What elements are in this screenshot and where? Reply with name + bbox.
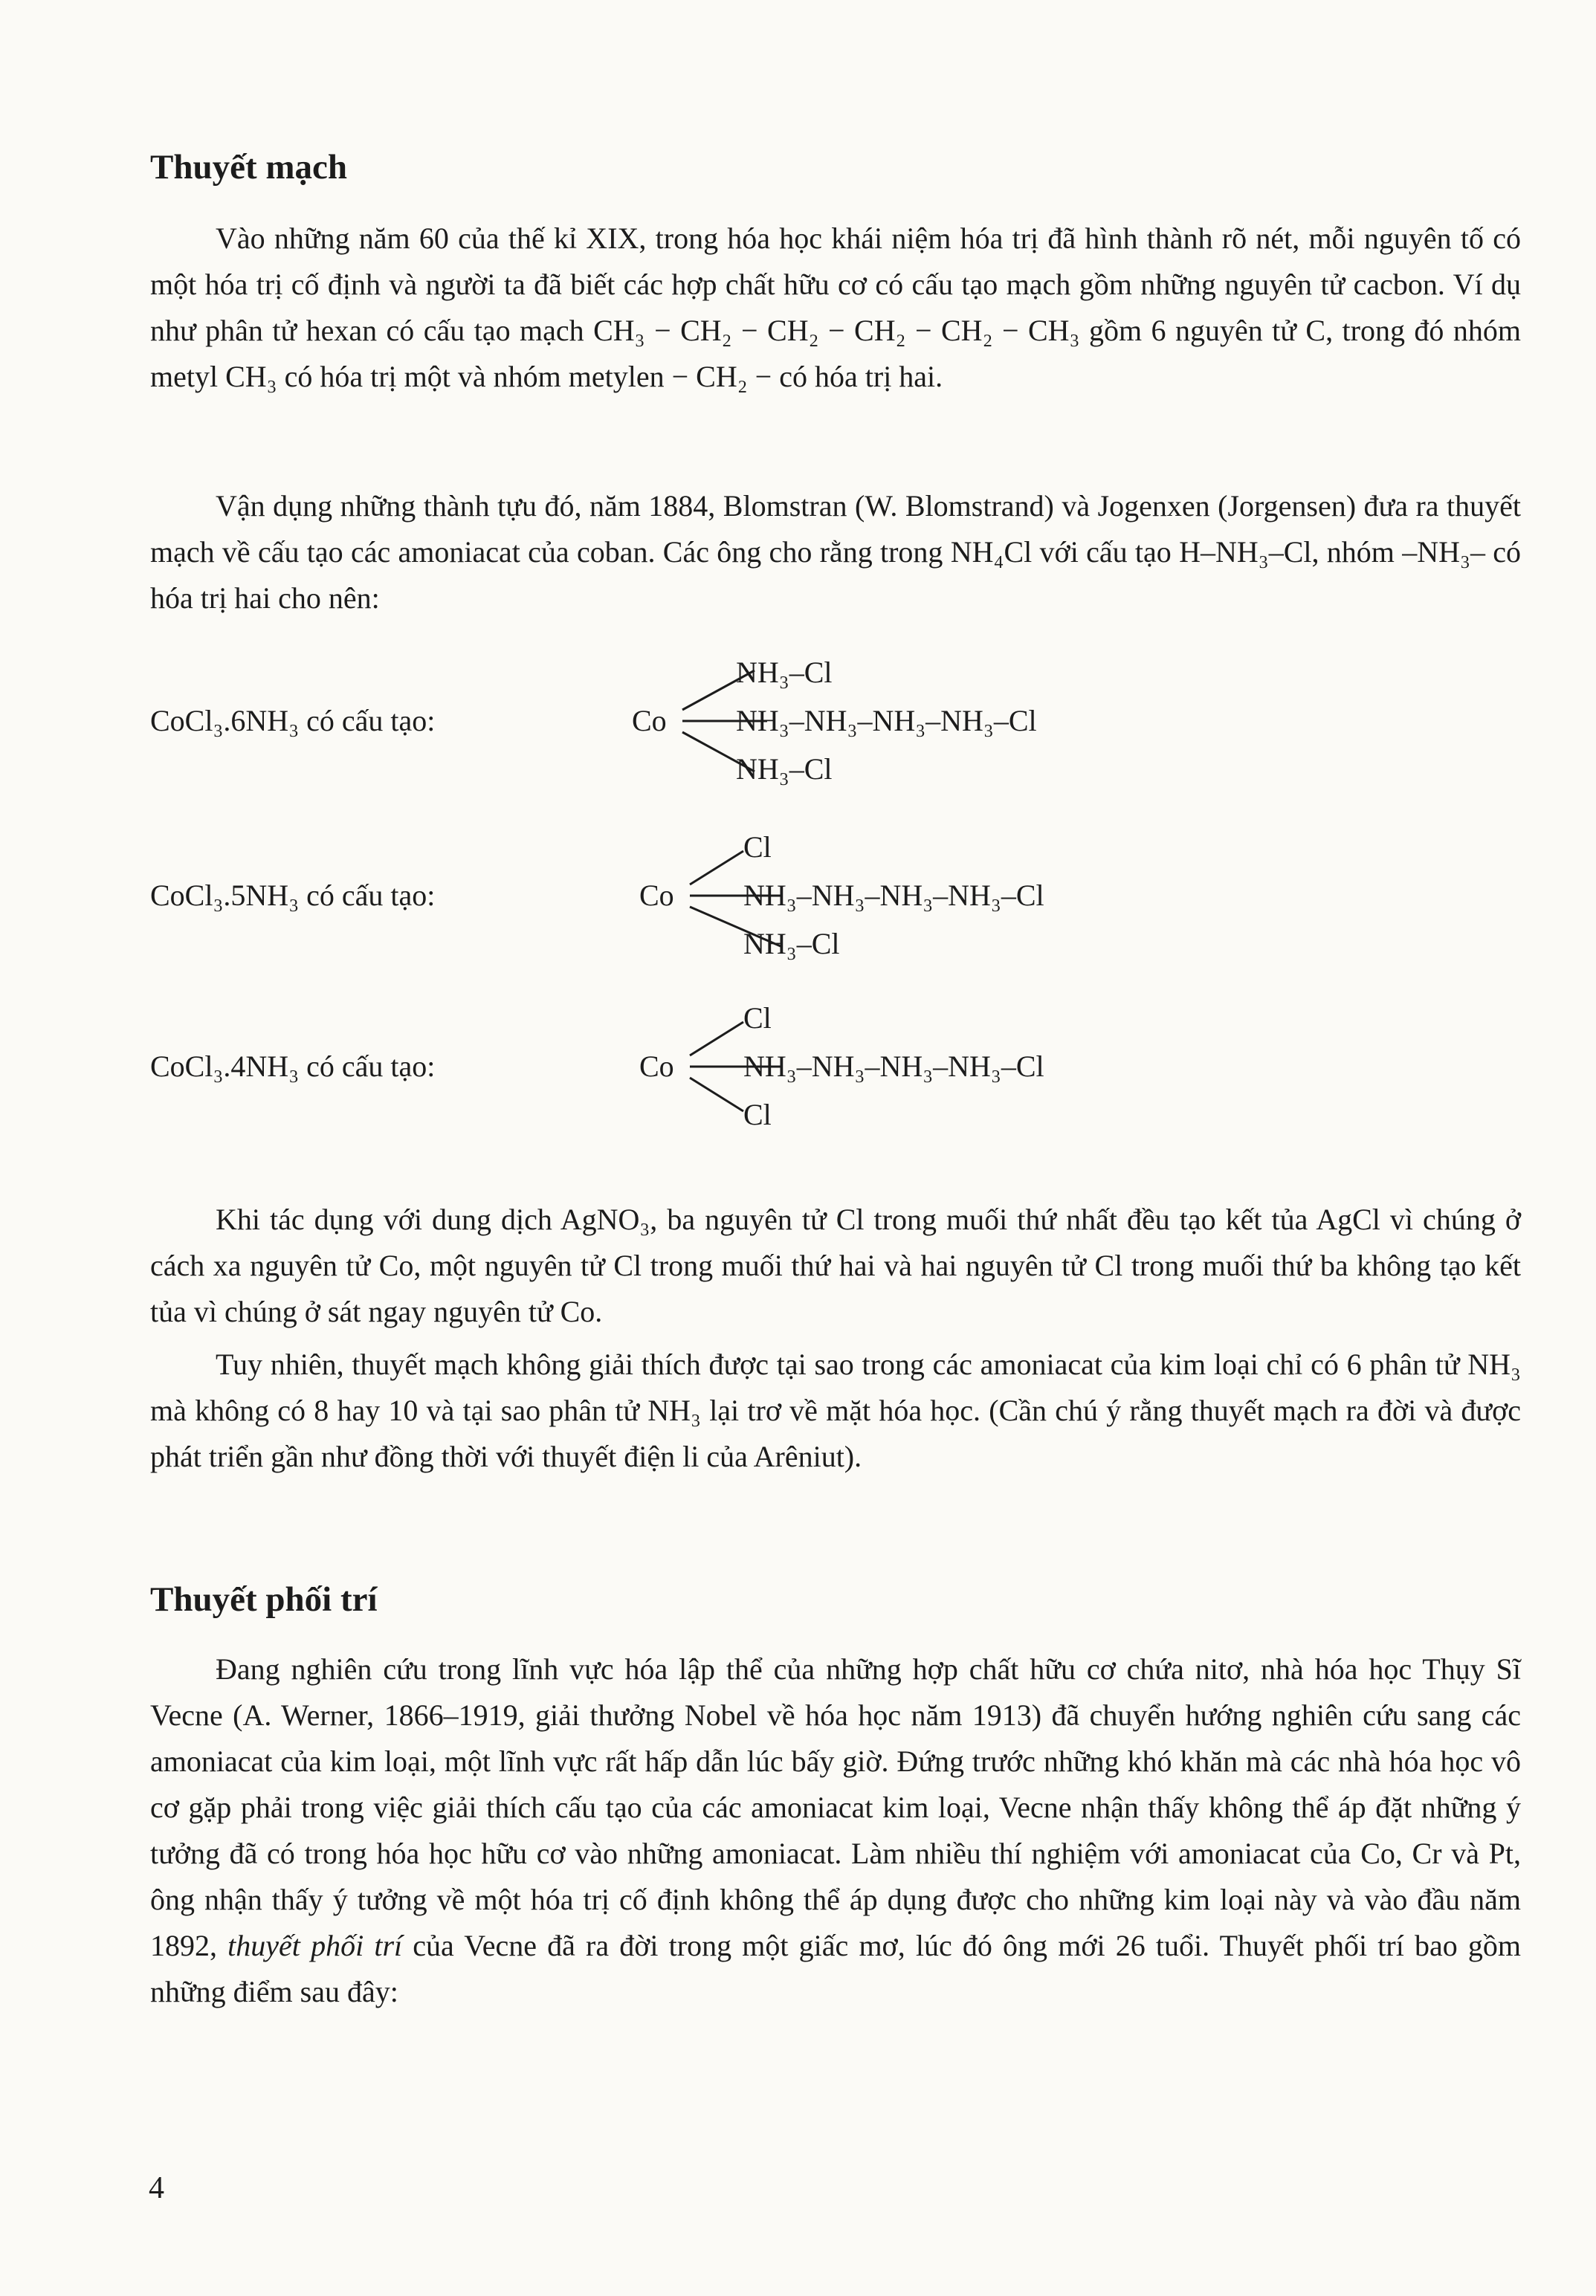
text: Vận dụng những thành tựu đó, năm 1884, Blomstran (W. Blomstrand) và Jogenxen (Jorgensen) đưa ra thuyết mạch về cấu tạo các amoniacat của coban. Các ông cho rằng trong	[150, 489, 1521, 569]
text: gồm 6 nguyên tử C, trong đó nhóm metyl	[150, 314, 1522, 393]
section-title-chain-theory: Thuyết mạch	[150, 148, 348, 187]
hnh3cl-formula: H–NH₃–Cl	[1179, 535, 1312, 569]
bottom-ligand: Cl	[743, 1098, 772, 1131]
middle-chain: NH₃–NH₃–NH₃–NH₃–Cl	[743, 879, 1044, 912]
text: có hóa trị hai cho nên:	[150, 535, 1521, 615]
top-ligand: NH₃–Cl	[736, 656, 833, 689]
paragraph-agno3: Khi tác dụng với dung dịch AgNO₃, ba nguyên tử Cl trong muối thứ nhất đều tạo kết tủa AgCl vì chúng ở cách xa nguyên tử Co, một nguyên tử Cl trong muối thứ hai và hai nguyên tử Cl trong muối thứ ba không tạo kết tủa vì chúng ở sát ngay nguyên tử Co.	[150, 1203, 1521, 1328]
cobalt-atom: Co	[632, 704, 667, 737]
structure-label-5nh3: CoCl₃.5NH₃ có cấu tạo:	[150, 879, 436, 912]
text: có hóa trị hai.	[772, 360, 943, 393]
structure-6nh3	[632, 654, 1152, 788]
italic-term: thuyết phối trí	[227, 1929, 403, 1962]
methyl-formula: CH₃	[225, 360, 277, 393]
middle-chain: NH₃–NH₃–NH₃–NH₃–Cl	[736, 704, 1037, 737]
bottom-ligand: NH₃–Cl	[743, 927, 840, 960]
top-ligand: Cl	[743, 830, 772, 864]
text: , nhóm	[1311, 535, 1403, 569]
methylene-formula: − CH₂ −	[671, 360, 772, 393]
hexane-formula: CH₃ − CH₂ − CH₂ − CH₂ − CH₂ − CH₃	[593, 314, 1080, 347]
text: có hóa trị một và nhóm metylen	[277, 360, 672, 393]
structure-4nh3	[639, 1000, 1160, 1134]
text: của Vecne đã ra đời trong một giấc mơ, lúc đó ông mới 26 tuổi. Thuyết phối trí bao gồm những điểm sau đây:	[150, 1929, 1522, 2008]
structure-label-6nh3: CoCl₃.6NH₃ có cấu tạo:	[150, 704, 436, 737]
text: Đang nghiên cứu trong lĩnh vực hóa lập thể của những hợp chất hữu cơ chứa nitơ, nhà hóa học Thụy Sĩ Vecne (A. Werner, 1866–1919, giải thưởng Nobel về hóa học năm 1913) đã chuyển hướng nghiên cứu sang các amoniacat của kim loại, một lĩnh vực rất hấp dẫn lúc bấy giờ. Đứng trước những khó khăn mà các nhà hóa học vô cơ gặp phải trong việc giải thích cấu tạo của các amoniacat kim loại, Vecne nhận thấy không thể áp đặt những ý tưởng đã có trong hóa học hữu cơ vào những amoniacat. Làm nhiều thí nghiệm với amoniacat của Co, Cr và Pt, ông nhận thấy ý tưởng về một hóa trị cố định không thể áp dụng được cho những kim loại này và vào đầu năm 1892,	[150, 1652, 1521, 1962]
nh4cl-formula: NH₄Cl	[950, 535, 1033, 569]
section-title-coordination-theory: Thuyết phối trí	[150, 1580, 378, 1619]
nh3-group: –NH₃–	[1402, 535, 1485, 569]
top-ligand: Cl	[743, 1001, 772, 1035]
structure-5nh3	[639, 829, 1160, 963]
middle-chain: NH₃–NH₃–NH₃–NH₃–Cl	[743, 1050, 1044, 1083]
paragraph-limitations: Tuy nhiên, thuyết mạch không giải thích được tại sao trong các amoniacat của kim loại chỉ có 6 phân tử NH₃ mà không có 8 hay 10 và tại sao phân tử NH₃ lại trơ về mặt hóa học. (Cần chú ý rằng thuyết mạch ra đời và được phát triển gần như đồng thời với thuyết điện li của Arêniut).	[150, 1348, 1521, 1473]
bottom-ligand: NH₃–Cl	[736, 752, 833, 786]
cobalt-atom: Co	[639, 879, 674, 912]
text: với cấu tạo	[1032, 535, 1180, 569]
paragraph-chain-intro	[150, 216, 1521, 400]
paragraph-blomstrand	[150, 483, 1521, 621]
structure-label-4nh3: CoCl₃.4NH₃ có cấu tạo:	[150, 1050, 436, 1083]
cobalt-atom: Co	[639, 1050, 674, 1083]
page-number: 4	[149, 2171, 164, 2205]
paragraph-werner	[150, 1646, 1521, 2015]
text: Vào những năm 60 của thế kỉ XIX, trong hóa học khái niệm hóa trị đã hình thành rõ nét, mỗi nguyên tố có một hóa trị cố định và người ta đã biết các hợp chất hữu cơ có cấu tạo mạch gồm những nguyên tử cacbon. Ví dụ như phân tử hexan có cấu tạo mạch	[150, 221, 1521, 347]
